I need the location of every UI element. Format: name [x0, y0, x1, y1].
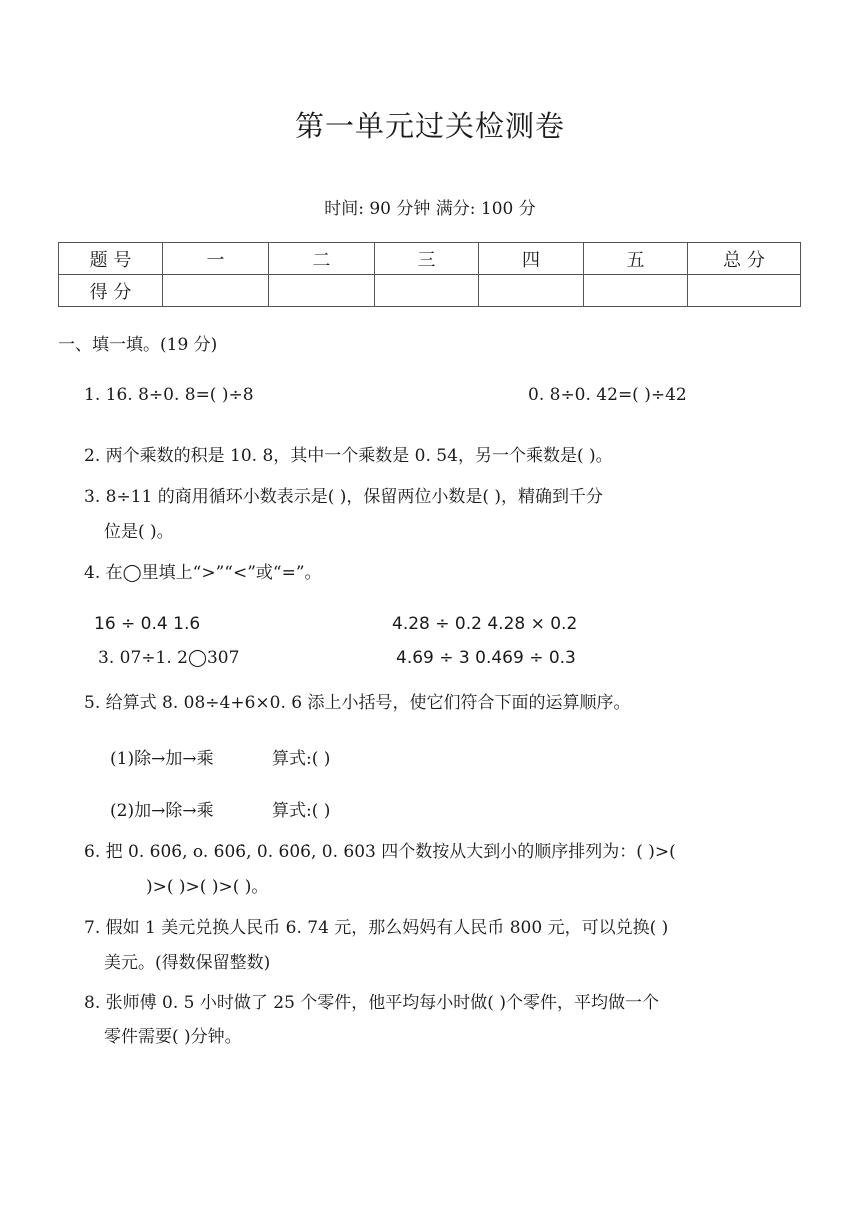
- score-table-score-row: [59, 275, 801, 307]
- score-cell[interactable]: [479, 275, 584, 307]
- score-table-header-cell: 五: [584, 243, 688, 275]
- question-6-line1: 6. 把 0. 60̇6̇, o. 6̇06̇, 0. 60̇6̇, 0. 603 四个数按从大到小的顺序排列为：( )>(: [84, 842, 676, 862]
- score-table-header-cell: 总 分: [688, 243, 801, 275]
- score-table-header-row: [59, 243, 801, 275]
- section-heading: 一、填一填。(19 分): [58, 335, 218, 355]
- score-cell[interactable]: [269, 275, 375, 307]
- question-8-line2: 零件需要( )分钟。: [104, 1027, 242, 1047]
- score-table-header-cell: 二: [269, 243, 375, 275]
- question-1a: 1. 16. 8÷0. 8=( )÷8: [84, 385, 254, 405]
- question-4-item-2: 4.28 ÷ 0.2 4.28 × 0.2: [392, 614, 578, 634]
- question-2: 2. 两个乘数的积是 10. 8，其中一个乘数是 0. 54，另一个乘数是( )。: [84, 446, 613, 466]
- score-table: [58, 242, 801, 307]
- question-1b: 0. 8÷0. 42=( )÷42: [528, 385, 687, 405]
- page-title: 第一单元过关检测卷: [294, 109, 565, 143]
- exam-time-score: 时间: 90 分钟 满分: 100 分: [324, 199, 536, 219]
- question-4-item-1: 16 ÷ 0.4 1.6: [94, 614, 201, 634]
- question-6-line2: )>( )>( )>( )。: [146, 877, 269, 897]
- question-3-line2: 位是( )。: [104, 522, 174, 542]
- question-5-part1-formula: 算式:( ): [272, 749, 331, 769]
- question-3-line1: 3. 8÷11 的商用循环小数表示是( )，保留两位小数是( )，精确到千分: [84, 487, 604, 507]
- question-4-item-4: 4.69 ÷ 3 0.469 ÷ 0.3: [396, 648, 576, 668]
- question-4-item-3: 3. 07÷1. 2◯307: [98, 648, 240, 668]
- score-cell[interactable]: [688, 275, 801, 307]
- question-5-part1-label: (1)除→加→乘: [110, 749, 214, 769]
- score-cell[interactable]: [375, 275, 479, 307]
- question-5-part2-formula: 算式:( ): [272, 801, 331, 821]
- question-7-line1: 7. 假如 1 美元兑换人民币 6. 74 元，那么妈妈有人民币 800 元，可以兑换( ): [84, 918, 669, 938]
- question-4: 4. 在◯里填上“>”“<”或“=”。: [84, 563, 322, 583]
- question-5: 5. 给算式 8. 08÷4+6×0. 6 添上小括号，使它们符合下面的运算顺序。: [84, 693, 631, 713]
- score-table-header-cell: 三: [375, 243, 479, 275]
- score-table-header-cell: 一: [163, 243, 269, 275]
- question-5-part2-label: (2)加→除→乘: [110, 801, 214, 821]
- score-table-header-cell: 题 号: [59, 243, 163, 275]
- score-cell[interactable]: [584, 275, 688, 307]
- question-8-line1: 8. 张师傅 0. 5 小时做了 25 个零件，他平均每小时做( )个零件，平均做一个: [84, 993, 659, 1013]
- question-7-line2: 美元。(得数保留整数): [104, 953, 271, 973]
- score-cell[interactable]: [163, 275, 269, 307]
- score-table-row-label: 得 分: [59, 275, 163, 307]
- score-table-header-cell: 四: [479, 243, 584, 275]
